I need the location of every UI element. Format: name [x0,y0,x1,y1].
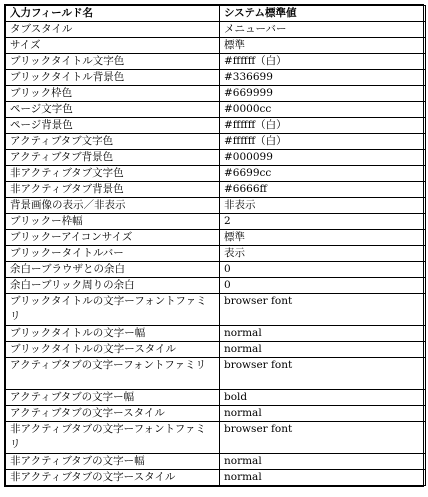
settings-table-container [4,4,424,487]
table-row [6,118,426,134]
field-name-cell: アクティブタブ背景色 [6,150,220,166]
field-name-cell: ブリックー枠幅 [6,214,220,230]
header-field-name: 入力フィールド名 [6,6,220,22]
default-value-cell: normal [220,406,426,422]
table-row [6,278,426,294]
default-value-cell: #6699cc [220,166,426,182]
table-row [6,422,426,454]
default-value-cell: 非表示 [220,198,426,214]
field-name-cell: ブリックータイトルバー [6,246,220,262]
table-row [6,54,426,70]
default-value-cell: 2 [220,214,426,230]
default-value-cell: 0 [220,278,426,294]
table-row [6,102,426,118]
default-value-cell: 標準 [220,230,426,246]
table-row [6,134,426,150]
table-row [6,198,426,214]
field-name-cell: ブリックタイトルの文字ースタイル [6,342,220,358]
table-row [6,358,426,390]
table-row [6,150,426,166]
field-name-cell: ページ背景色 [6,118,220,134]
field-name-cell: サイズ [6,38,220,54]
field-name-cell: 非アクティブタブ背景色 [6,182,220,198]
field-name-cell: 余白ーブラウザとの余白 [6,262,220,278]
field-name-cell: 非アクティブタブの文字ー幅 [6,454,220,470]
default-value-cell: 標準 [220,38,426,54]
default-value-cell: #336699 [220,70,426,86]
field-name-cell: アクティブタブ文字色 [6,134,220,150]
field-name-cell: アクティブタブの文字ー幅 [6,390,220,406]
table-row [6,182,426,198]
default-value-cell: browser font [220,422,426,454]
field-name-cell: ブリック枠色 [6,86,220,102]
default-value-cell: メニューバー [220,22,426,38]
default-value-cell: normal [220,326,426,342]
table-row [6,246,426,262]
field-name-cell: ブリックーアイコンサイズ [6,230,220,246]
default-value-cell: browser font [220,294,426,326]
table-body [6,22,426,486]
header-default-value: システム標準値 [220,6,426,22]
table-row [6,86,426,102]
default-value-cell: normal [220,342,426,358]
table-row [6,406,426,422]
field-name-cell: ブリックタイトル背景色 [6,70,220,86]
field-name-cell: 背景画像の表示／非表示 [6,198,220,214]
field-name-cell: アクティブタブの文字ースタイル [6,406,220,422]
table-header-row [6,6,426,22]
default-value-cell: #669999 [220,86,426,102]
default-value-cell: 表示 [220,246,426,262]
default-value-cell: #0000cc [220,102,426,118]
field-name-cell: ブリックタイトル文字色 [6,54,220,70]
table-row [6,390,426,406]
default-value-cell: #ffffff（白） [220,54,426,70]
default-settings-table [5,5,426,486]
table-row [6,262,426,278]
table-row [6,70,426,86]
default-value-cell: #ffffff（白） [220,134,426,150]
table-row [6,38,426,54]
table-row [6,470,426,486]
default-value-cell: #6666ff [220,182,426,198]
field-name-cell: ブリックタイトルの文字ーフォントファミリ [6,294,220,326]
table-row [6,342,426,358]
table-row [6,214,426,230]
table-row [6,454,426,470]
field-name-cell: 非アクティブタブの文字ースタイル [6,470,220,486]
default-value-cell: 0 [220,262,426,278]
field-name-cell: 非アクティブタブ文字色 [6,166,220,182]
field-name-cell: 非アクティブタブの文字ーフォントファミリ [6,422,220,454]
table-row [6,294,426,326]
table-row [6,166,426,182]
table-row [6,22,426,38]
table-row [6,326,426,342]
field-name-cell: アクティブタブの文字ーフォントファミリ [6,358,220,390]
default-value-cell: #ffffff（白） [220,118,426,134]
field-name-cell: ページ文字色 [6,102,220,118]
field-name-cell: タブスタイル [6,22,220,38]
default-value-cell: normal [220,454,426,470]
field-name-cell: 余白ーブリック周りの余白 [6,278,220,294]
table-row [6,230,426,246]
default-value-cell: #000099 [220,150,426,166]
default-value-cell: browser font [220,358,426,390]
field-name-cell: ブリックタイトルの文字ー幅 [6,326,220,342]
default-value-cell: bold [220,390,426,406]
default-value-cell: normal [220,470,426,486]
